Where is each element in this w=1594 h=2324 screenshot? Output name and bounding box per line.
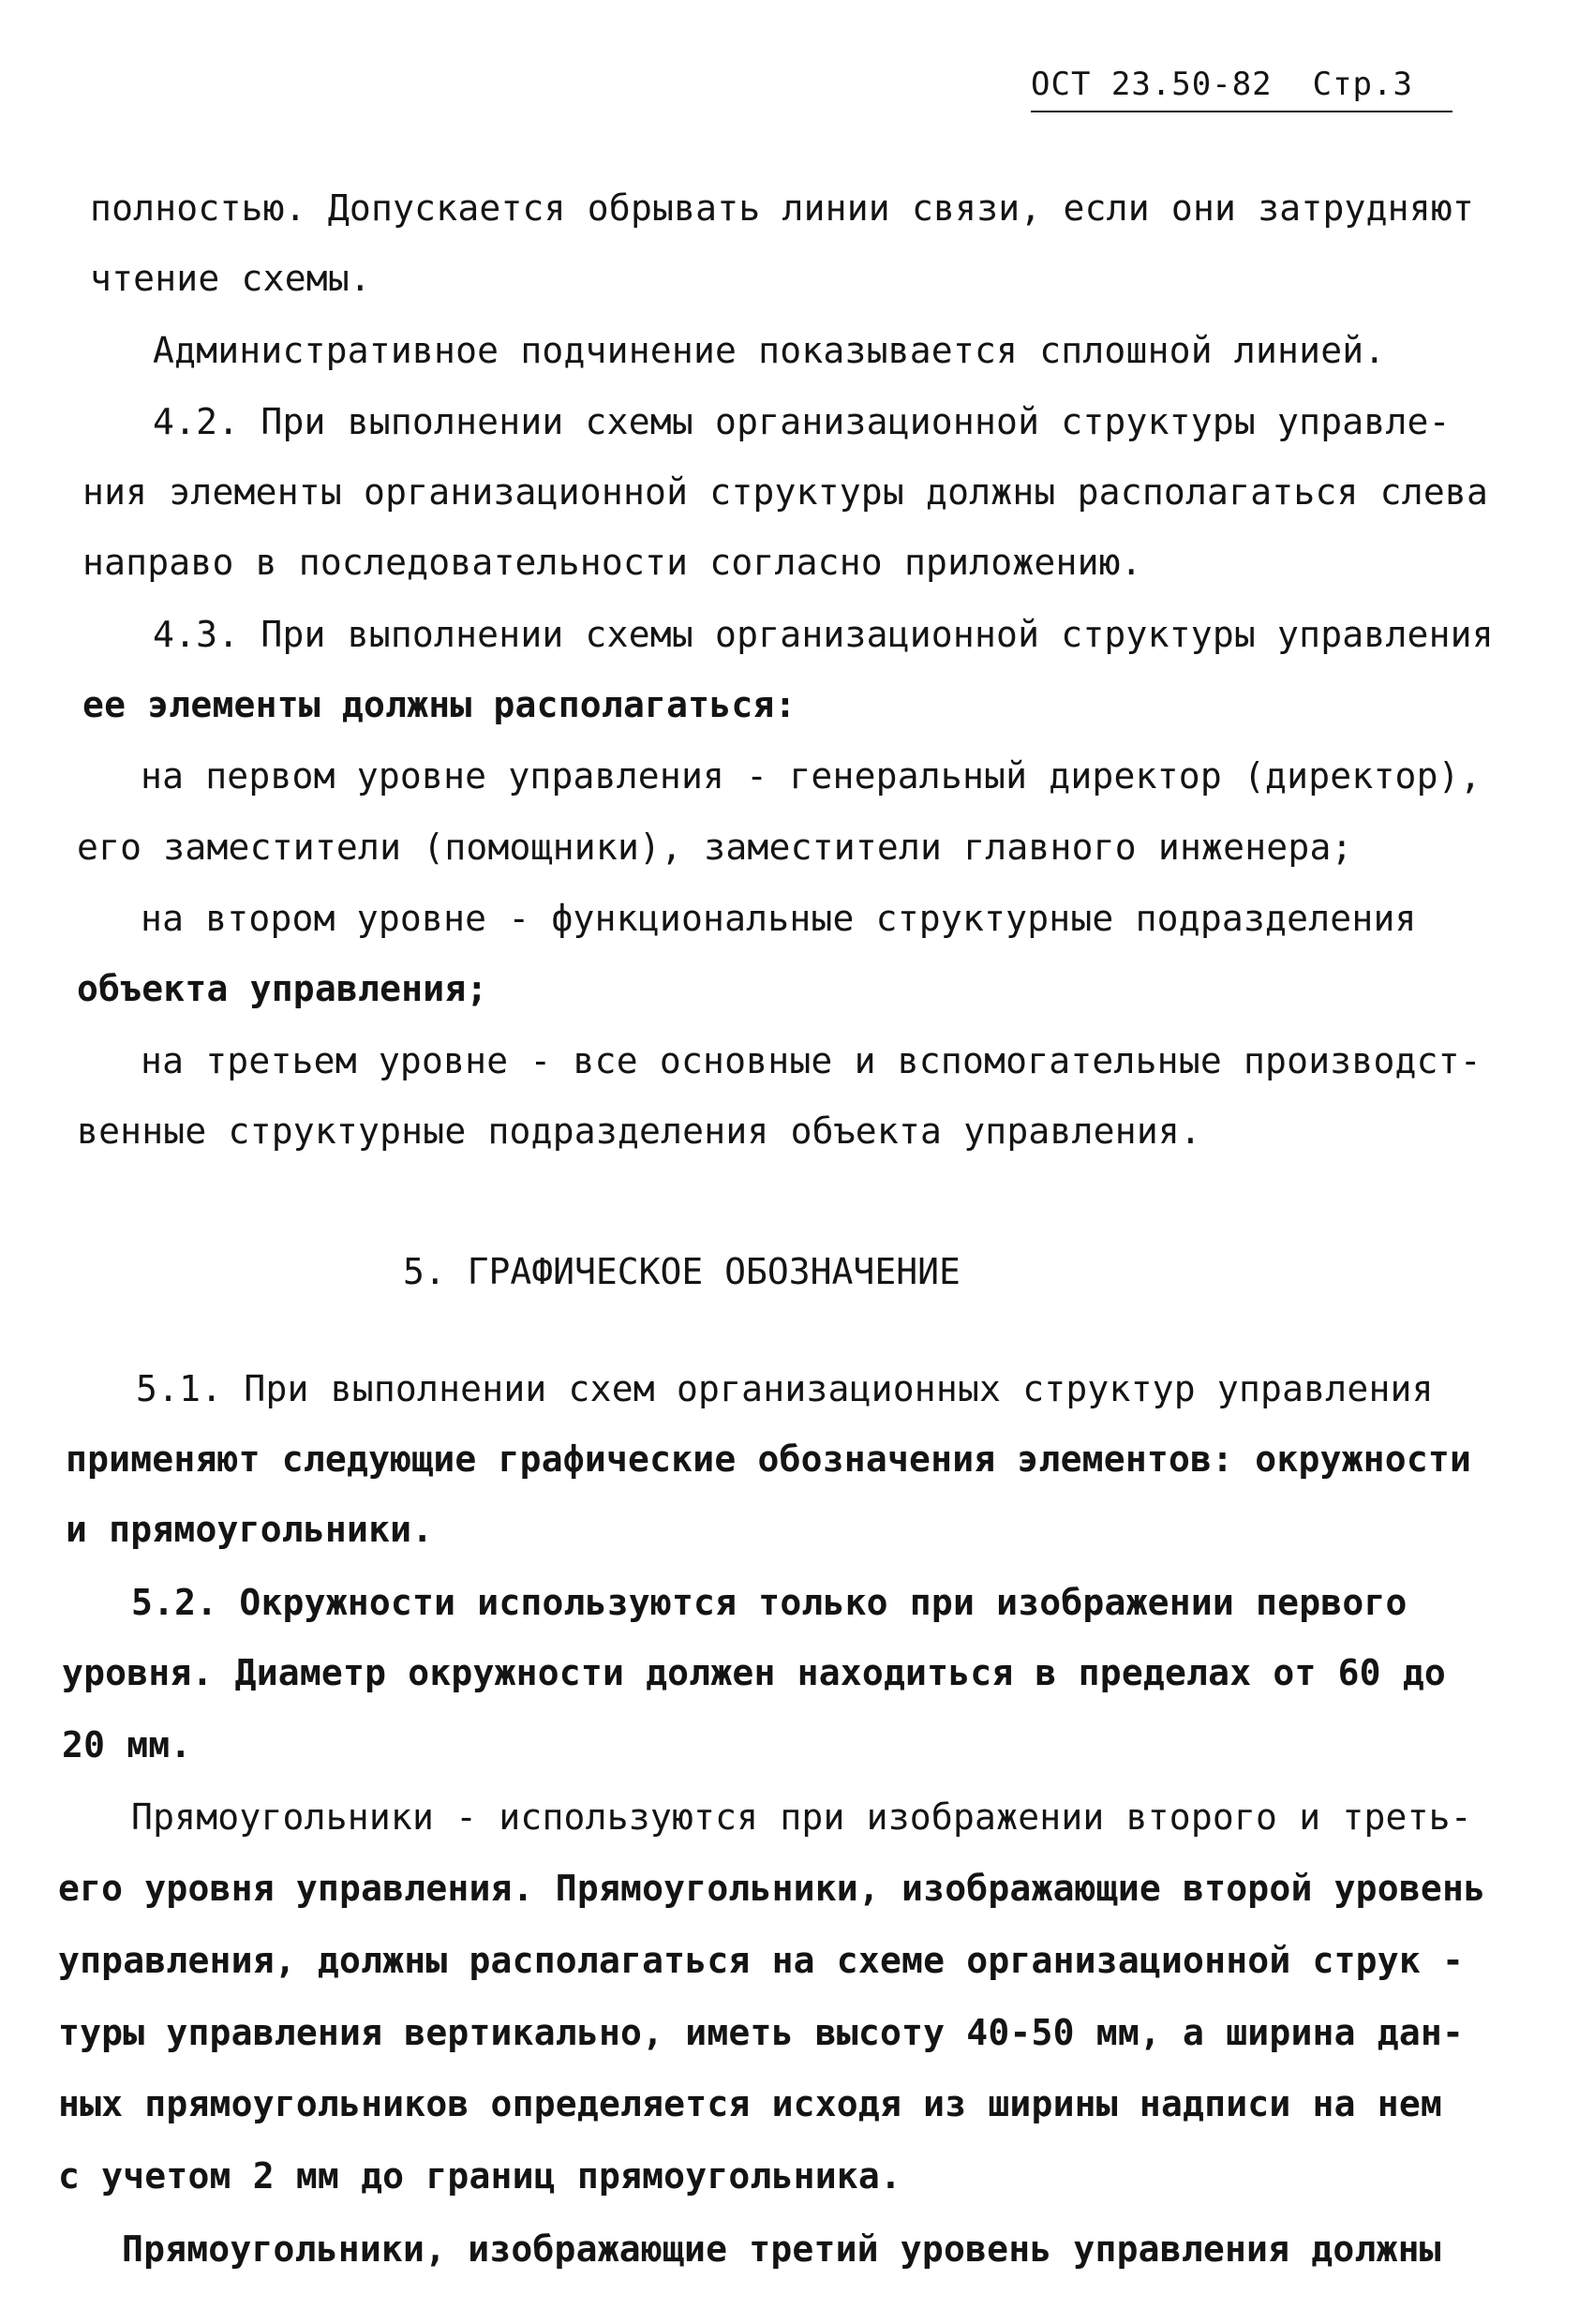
- page-header: [1031, 66, 1462, 103]
- text-line: 4.2. При выполнении схемы организационной структуры управле-: [153, 401, 1451, 442]
- text-line: Административное подчинение показывается сплошной линией.: [153, 330, 1386, 371]
- text-line: 5.1. При выполнении схем организационных структур управления: [136, 1368, 1434, 1409]
- text-line: ния элементы организационной структуры должны располагаться слева: [82, 471, 1489, 513]
- text-line: 20 мм.: [62, 1724, 192, 1765]
- text-line: и прямоугольники.: [66, 1509, 434, 1550]
- text-line: направо в последовательности согласно приложению.: [82, 542, 1142, 583]
- section-heading: 5. ГРАФИЧЕСКОЕ ОБОЗНАЧЕНИЕ: [403, 1251, 961, 1292]
- text-line: на первом уровне управления - генеральный директор (директор),: [141, 755, 1482, 797]
- text-line: ных прямоугольников определяется исходя из ширины надписи на нем: [58, 2083, 1442, 2124]
- text-line: применяют следующие графические обозначения элементов: окружности: [66, 1438, 1472, 1480]
- text-line: объекта управления;: [77, 968, 488, 1009]
- text-line: на втором уровне - функциональные структурные подразделения: [141, 898, 1417, 939]
- text-line: управления, должны располагаться на схеме организационной струк -: [58, 1940, 1465, 1981]
- text-line: чтение схемы.: [90, 258, 372, 299]
- text-line: на третьем уровне - все основные и вспомогательные производст-: [141, 1040, 1482, 1081]
- text-line: 4.3. При выполнении схемы организационной структуры управления: [153, 614, 1494, 655]
- document-code: ОСТ 23.50-82: [1031, 66, 1273, 103]
- text-line: уровня. Диаметр окружности должен находиться в пределах от 60 до: [62, 1652, 1446, 1693]
- page-number: Стр.3: [1312, 66, 1413, 103]
- text-line: 5.2. Окружности используются только при изображении первого: [131, 1582, 1408, 1623]
- text-line: туры управления вертикально, иметь высоту 40-50 мм, а ширина дан-: [58, 2012, 1465, 2053]
- text-line: ее элементы должны располагаться:: [82, 684, 797, 725]
- text-line: его уровня управления. Прямоугольники, изображающие второй уровень: [58, 1868, 1486, 1909]
- text-line: венные структурные подразделения объекта управления.: [77, 1110, 1202, 1152]
- text-line: Прямоугольники, изображающие третий уровень управления должны: [122, 2228, 1441, 2270]
- text-line: с учетом 2 мм до границ прямоугольника.: [58, 2155, 902, 2197]
- text-line: полностью. Допускается обрывать линии связи, если они затрудняют: [90, 187, 1474, 229]
- header-underline: [1031, 111, 1452, 112]
- text-line: Прямоугольники - используются при изображении второго и треть-: [131, 1796, 1472, 1838]
- text-line: его заместители (помощники), заместители главного инженера;: [77, 827, 1353, 868]
